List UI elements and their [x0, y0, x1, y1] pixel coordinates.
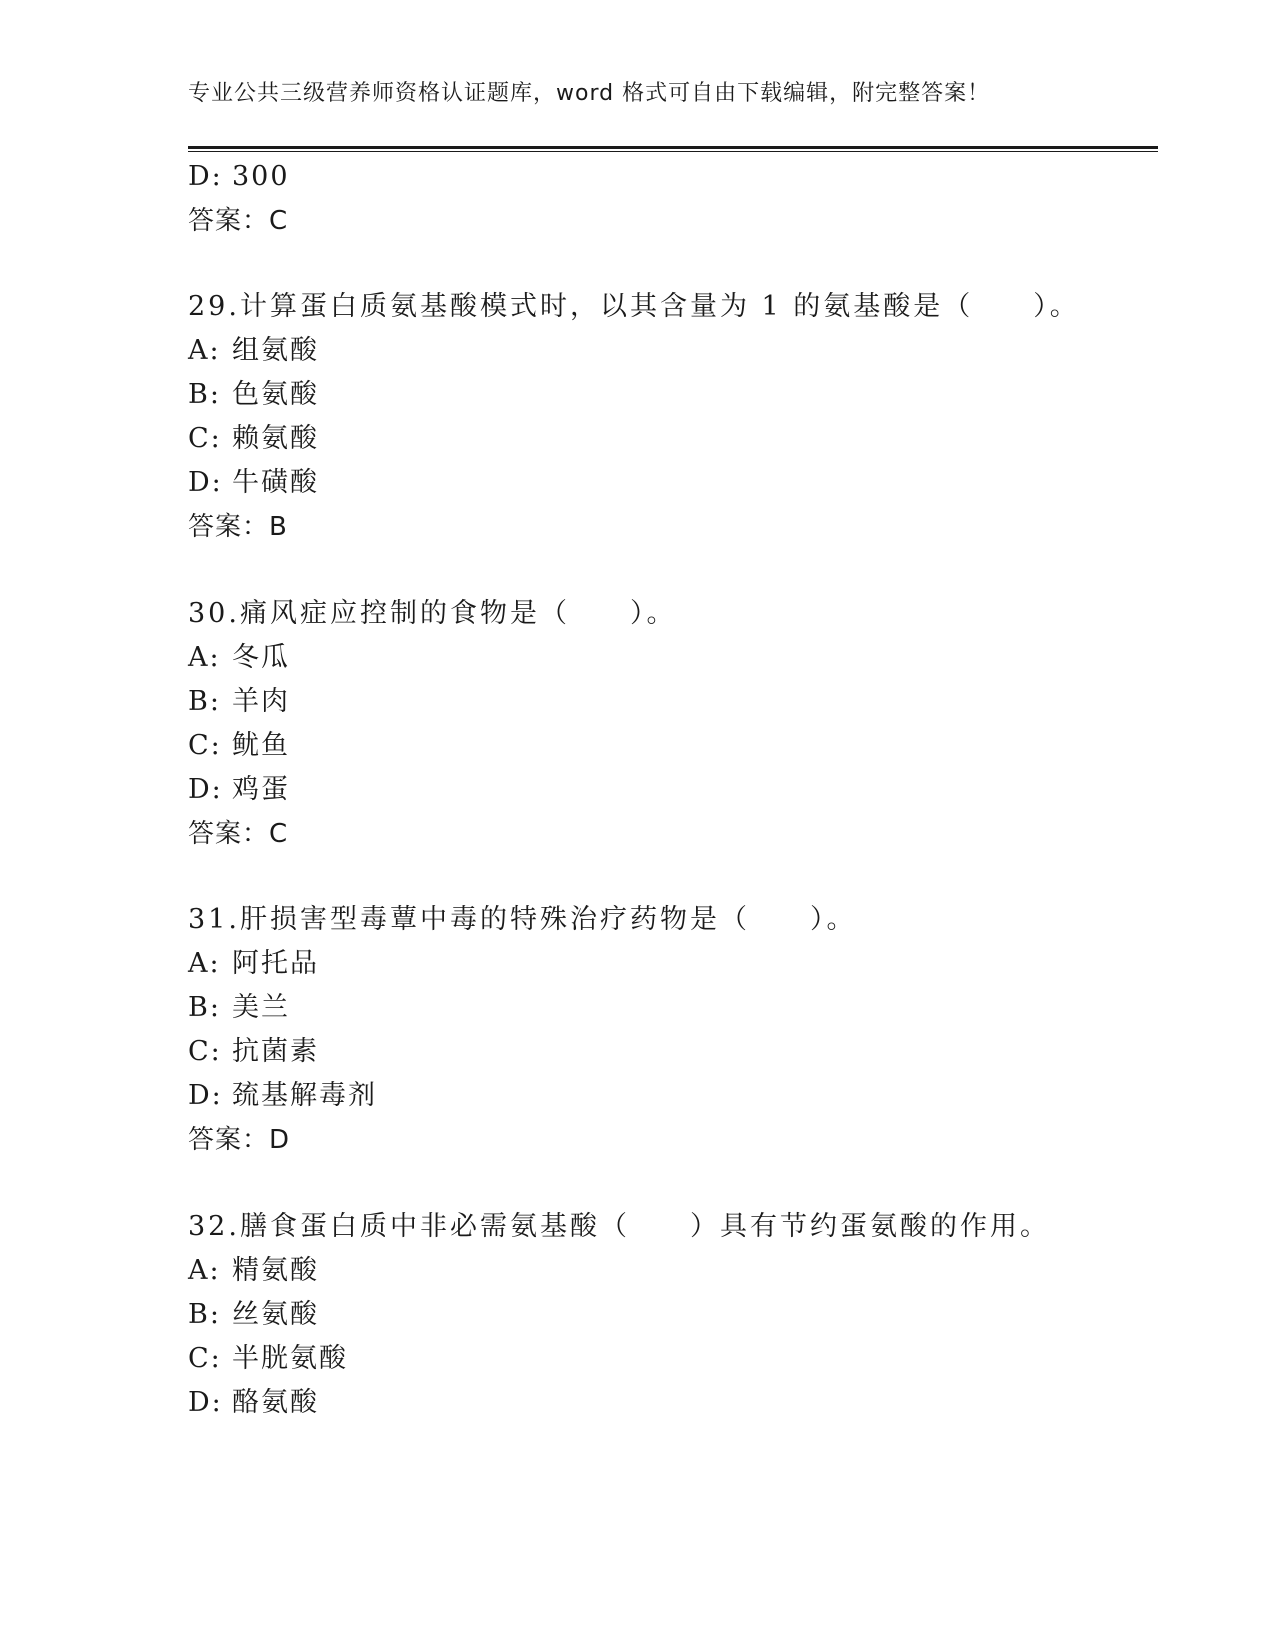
- option-c: [188, 422, 319, 456]
- answer-line: 答案：D: [188, 1125, 291, 1155]
- option-a: [188, 1254, 319, 1288]
- question-stem: 30.痛风症应控制的食物是（ ）。: [188, 598, 677, 629]
- option-key: A:: [188, 948, 221, 979]
- option-key: D:: [188, 774, 223, 805]
- option-key: D:: [188, 1080, 223, 1111]
- option-text: 抗菌素: [232, 1036, 319, 1067]
- option-text: 阿托品: [232, 948, 319, 979]
- option-key: D:: [188, 161, 223, 192]
- option-key: C:: [188, 423, 222, 454]
- option-text: 鸡蛋: [232, 774, 290, 805]
- answer-line: 答案：C: [188, 206, 289, 236]
- option-d: [188, 773, 290, 807]
- option-text: 鱿鱼: [232, 730, 290, 761]
- question-stem: 32.膳食蛋白质中非必需氨基酸（ ）具有节约蛋氨酸的作用。: [188, 1211, 1050, 1242]
- option-a: [188, 334, 319, 368]
- option-key: C:: [188, 1036, 222, 1067]
- option-b: [188, 378, 319, 412]
- question-stem: 29.计算蛋白质氨基酸模式时，以其含量为 1 的氨基酸是（ ）。: [188, 291, 1080, 322]
- option-text: 羊肉: [232, 686, 290, 717]
- option-b: [188, 991, 290, 1025]
- option-key: B:: [188, 1299, 221, 1330]
- option-text: 酪氨酸: [232, 1387, 319, 1418]
- option-text: 组氨酸: [232, 335, 319, 366]
- option-c: [188, 1035, 319, 1069]
- option-text: 半胱氨酸: [232, 1343, 348, 1374]
- answer-line: 答案：B: [188, 512, 288, 542]
- option-text: 精氨酸: [232, 1255, 319, 1286]
- option-key: B:: [188, 992, 221, 1023]
- option-key: C:: [188, 1343, 222, 1374]
- option-b: [188, 685, 290, 719]
- header-rule-thick: [188, 146, 1158, 149]
- option-key: B:: [188, 379, 221, 410]
- option-text: 巯基解毒剂: [232, 1080, 377, 1111]
- page-header: 专业公共三级营养师资格认证题库，word 格式可自由下载编辑，附完整答案！: [188, 81, 991, 106]
- option-key: D:: [188, 1387, 223, 1418]
- header-rule-thin: [188, 151, 1158, 152]
- option-text: 牛磺酸: [232, 467, 319, 498]
- option-text: 美兰: [232, 992, 290, 1023]
- option-a: [188, 947, 319, 981]
- option-c: [188, 729, 290, 763]
- option-b: [188, 1298, 319, 1332]
- option-d: [188, 160, 290, 194]
- option-key: C:: [188, 730, 222, 761]
- option-key: A:: [188, 1255, 221, 1286]
- option-c: [188, 1342, 348, 1376]
- option-key: B:: [188, 686, 221, 717]
- question-stem: 31.肝损害型毒蕈中毒的特殊治疗药物是（ ）。: [188, 904, 857, 935]
- answer-line: 答案：C: [188, 819, 289, 849]
- option-a: [188, 641, 290, 675]
- option-key: A:: [188, 335, 221, 366]
- option-text: 300: [232, 161, 290, 192]
- option-key: D:: [188, 467, 223, 498]
- option-d: [188, 466, 319, 500]
- option-text: 冬瓜: [232, 642, 290, 673]
- option-d: [188, 1386, 319, 1420]
- option-text: 丝氨酸: [232, 1299, 319, 1330]
- option-text: 色氨酸: [232, 379, 319, 410]
- option-text: 赖氨酸: [232, 423, 319, 454]
- option-key: A:: [188, 642, 221, 673]
- option-d: [188, 1079, 377, 1113]
